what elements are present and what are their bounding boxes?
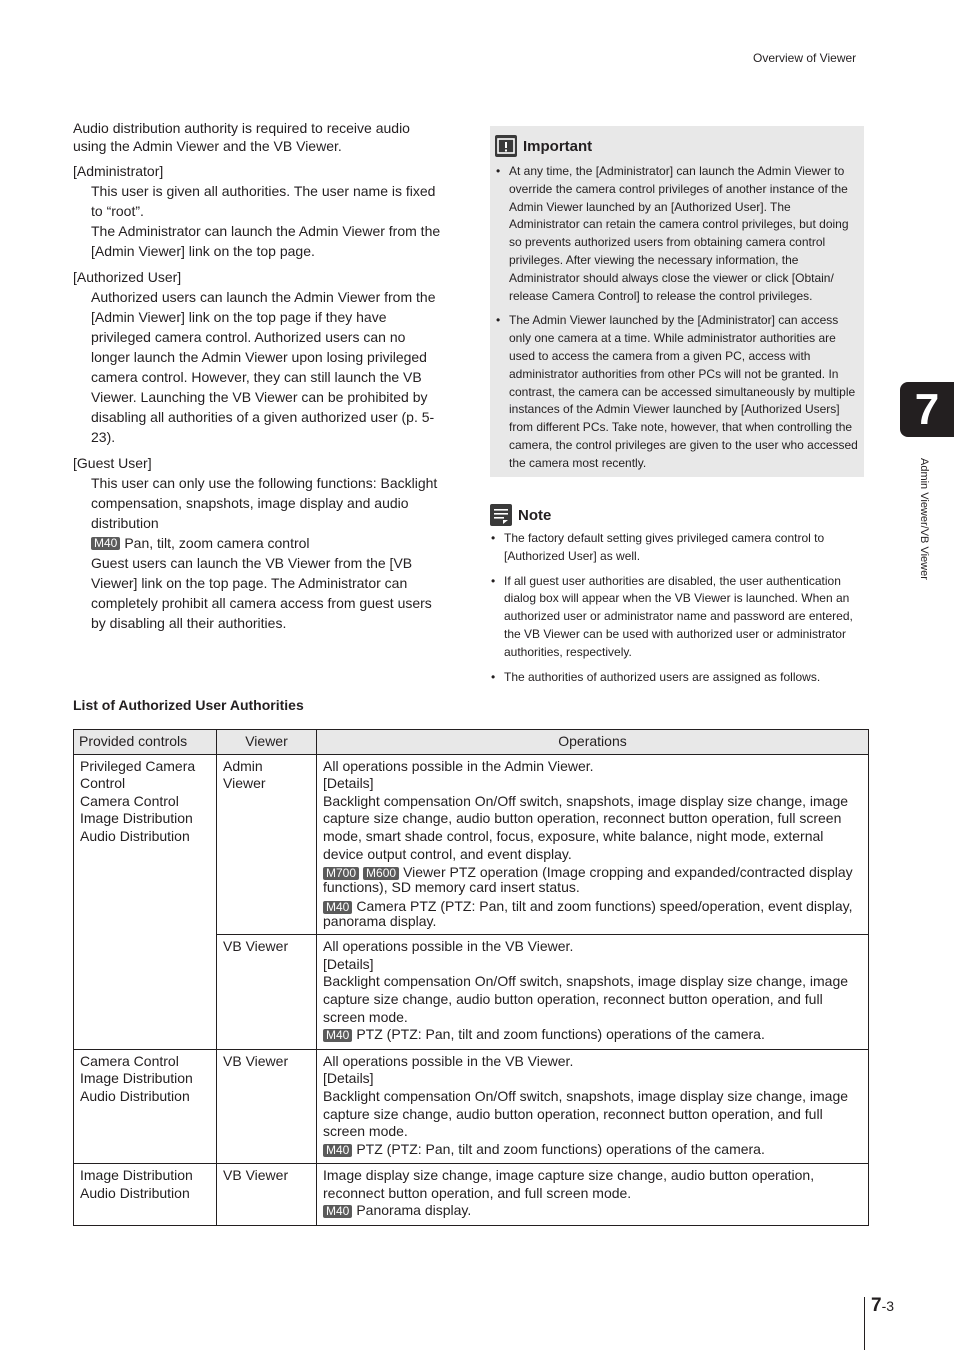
provided-controls-cell bbox=[74, 1049, 217, 1164]
note-title: Note bbox=[518, 506, 552, 524]
column-header: Operations bbox=[317, 730, 869, 755]
note-box bbox=[490, 504, 864, 693]
column-header: Provided controls bbox=[74, 730, 217, 755]
operation-text: Image display size change, image capture size change, audio button operation, reconnect button operation, and full screen mode. bbox=[323, 1167, 815, 1201]
note-item: • If all guest user authorities are disabled, the user authentication dialog box will appear when the VB Viewer is launched. When an authorized user or administrator name and password are entered, the VB Viewer can be used with authorized user or administrator authorities, respectively. bbox=[486, 573, 864, 662]
control-item: Audio Distribution bbox=[80, 1087, 190, 1104]
model-badge-m40: M40 bbox=[323, 1205, 352, 1218]
guest-user-heading: [Guest User] bbox=[73, 455, 152, 471]
details-label: [Details] bbox=[323, 1070, 374, 1087]
authorized-user-heading: [Authorized User] bbox=[73, 269, 182, 285]
operations-cell bbox=[317, 1049, 869, 1164]
model-badge-m40: M40 bbox=[91, 537, 120, 550]
operation-text: Viewer PTZ operation (Image cropping and expanded/contracted display functions), SD memory card insert status. bbox=[323, 864, 853, 896]
provided-controls-cell bbox=[74, 1164, 217, 1226]
table-row bbox=[74, 1164, 869, 1226]
important-list bbox=[490, 163, 864, 473]
guest-user-text-1: This user can only use the following functions: Backlight compensation, snapshots, image display and audio distribution bbox=[91, 475, 438, 531]
administrator-text-2: The Administrator can launch the Admin Viewer from the [Admin Viewer] link on the top page. bbox=[91, 223, 441, 259]
control-item: Control bbox=[80, 775, 126, 792]
important-box bbox=[490, 126, 864, 477]
control-item: Audio Distribution bbox=[80, 827, 190, 844]
control-item: Privileged Camera bbox=[80, 757, 196, 774]
control-item: Camera Control bbox=[80, 1052, 179, 1069]
operations-cell bbox=[317, 754, 869, 935]
details-label: [Details] bbox=[323, 955, 374, 972]
model-badge-m700: M700 bbox=[323, 867, 359, 880]
viewer-cell: VB Viewer bbox=[217, 935, 317, 1050]
chapter-side-label: Admin Viewer/VB Viewer bbox=[918, 458, 930, 580]
control-item: Image Distribution bbox=[80, 810, 193, 827]
column-header: Viewer bbox=[217, 730, 317, 755]
control-item: Camera Control bbox=[80, 792, 179, 809]
model-badge-m600: M600 bbox=[363, 867, 399, 880]
authorized-user-body bbox=[73, 287, 445, 447]
table-header-row bbox=[74, 730, 869, 755]
operation-text: PTZ (PTZ: Pan, tilt and zoom functions) operations of the camera. bbox=[356, 1140, 765, 1157]
details-label: [Details] bbox=[323, 775, 374, 792]
authorized-user-text: Authorized users can launch the Admin Viewer from the [Admin Viewer] link on the top page if they have privileged camera control. Authorized users can no longer launch the Admin Viewer upon losing privileged camera control. However, they can still launch the VB Viewer. Launching the VB Viewer can be prohibited by disabling all authorities of a given authorized user (p. 5-23). bbox=[91, 289, 436, 445]
important-title: Important bbox=[523, 137, 593, 155]
viewer-cell bbox=[217, 754, 317, 935]
table-title: List of Authorized User Authorities bbox=[73, 697, 304, 713]
important-item: • The Admin Viewer launched by the [Administrator] can access only one camera at a time. While administrator authorities are used to access the camera from a given PC, access with administrator authorities from other PCs will not be granted. In contrast, the camera can be accessed simultaneously by multiple instances of the Admin Viewer launched by [Authorized Users] from different PCs. Take note, however, that when controlling the camera, the control privileges are given to the user who accessed the camera most recently. bbox=[491, 312, 858, 472]
model-badge-m40: M40 bbox=[323, 901, 352, 914]
operation-text: All operations possible in the VB Viewer. bbox=[323, 1052, 574, 1069]
running-header: Overview of Viewer bbox=[753, 51, 857, 65]
chapter-tab: 7 bbox=[900, 382, 954, 437]
page-sub-number: -3 bbox=[881, 1298, 895, 1314]
note-icon bbox=[490, 504, 512, 526]
operation-text: Backlight compensation On/Off switch, snapshots, image display size change, image capture size change, audio button operation, reconnect button operation, and full screen mode. bbox=[323, 1087, 849, 1140]
intro-paragraph: Audio distribution authority is required to receive audio using the Admin Viewer and the VB Viewer. bbox=[73, 120, 410, 154]
administrator-heading: [Administrator] bbox=[73, 163, 164, 179]
operation-text: All operations possible in the Admin Viewer. bbox=[323, 757, 594, 774]
page-number bbox=[871, 1295, 894, 1317]
operation-line bbox=[323, 899, 863, 929]
authorities-table bbox=[73, 729, 869, 1226]
operation-text: Panorama display. bbox=[356, 1202, 472, 1219]
viewer-cell: VB Viewer bbox=[217, 1164, 317, 1226]
viewer-name: Admin bbox=[223, 757, 263, 774]
operation-line bbox=[323, 1202, 863, 1220]
provided-controls-cell bbox=[74, 754, 217, 1049]
note-list bbox=[486, 530, 864, 686]
important-icon bbox=[495, 135, 517, 157]
note-item: • The factory default setting gives privileged camera control to [Authorized User] as well. bbox=[486, 530, 864, 566]
guest-user-body bbox=[73, 473, 445, 633]
operation-text: Backlight compensation On/Off switch, snapshots, image display size change, image capture size change, audio button operation, reconnect button operation, and full screen mode. bbox=[323, 973, 849, 1025]
guest-user-ptz-text: Pan, tilt, zoom camera control bbox=[124, 535, 310, 551]
operations-cell bbox=[317, 1164, 869, 1226]
operation-line bbox=[323, 865, 863, 895]
important-item: • At any time, the [Administrator] can launch the Admin Viewer to override the camera control privileges of another instance of the Admin Viewer launched by an [Authorized User]. The Administrator can retain the camera control privileges, but doing so prevents authorized users from obtaining camera control privileges. After viewing the necessary information, the Administrator should always close the viewer or click [Obtain/ release Camera Control] to release the control privileges. bbox=[491, 163, 858, 305]
control-item: Image Distribution bbox=[80, 1070, 193, 1087]
viewer-name: Viewer bbox=[223, 775, 266, 792]
control-item: Image Distribution bbox=[80, 1167, 193, 1184]
administrator-text-1: This user is given all authorities. The user name is fixed to “root”. bbox=[91, 183, 436, 219]
operation-text: Camera PTZ (PTZ: Pan, tilt and zoom functions) speed/operation, event display, panorama display. bbox=[323, 898, 853, 930]
operations-cell bbox=[317, 935, 869, 1050]
operation-text: Backlight compensation On/Off switch, snapshots, image display size change, image capture size change, audio button operation, reconnect button operation, full screen mode, smart shade control, focus, exposure, white balance, night mode, external device output control, and event display. bbox=[323, 792, 849, 862]
note-header bbox=[490, 504, 864, 526]
administrator-body bbox=[73, 181, 445, 261]
table-row bbox=[74, 754, 869, 935]
operation-line bbox=[323, 1141, 863, 1159]
guest-user-text-3: Guest users can launch the VB Viewer from the [VB Viewer] link on the top page. The Administrator can completely prohibit all camera access from guest users by disabling all their authorities. bbox=[91, 555, 432, 631]
page-number-rule bbox=[864, 1297, 865, 1350]
operation-line bbox=[323, 1026, 863, 1044]
viewer-cell: VB Viewer bbox=[217, 1049, 317, 1164]
important-header bbox=[495, 135, 864, 157]
model-badge-m40: M40 bbox=[323, 1144, 352, 1157]
page-chapter-number: 7 bbox=[871, 1295, 882, 1316]
left-column bbox=[73, 119, 445, 639]
table-row bbox=[74, 1049, 869, 1164]
model-badge-m40: M40 bbox=[323, 1029, 352, 1042]
operation-text: PTZ (PTZ: Pan, tilt and zoom functions) operations of the camera. bbox=[356, 1026, 765, 1043]
operation-text: All operations possible in the VB Viewer. bbox=[323, 938, 574, 955]
note-item: • The authorities of authorized users are assigned as follows. bbox=[486, 669, 864, 687]
guest-user-m40-line bbox=[91, 533, 445, 553]
control-item: Audio Distribution bbox=[80, 1184, 190, 1201]
